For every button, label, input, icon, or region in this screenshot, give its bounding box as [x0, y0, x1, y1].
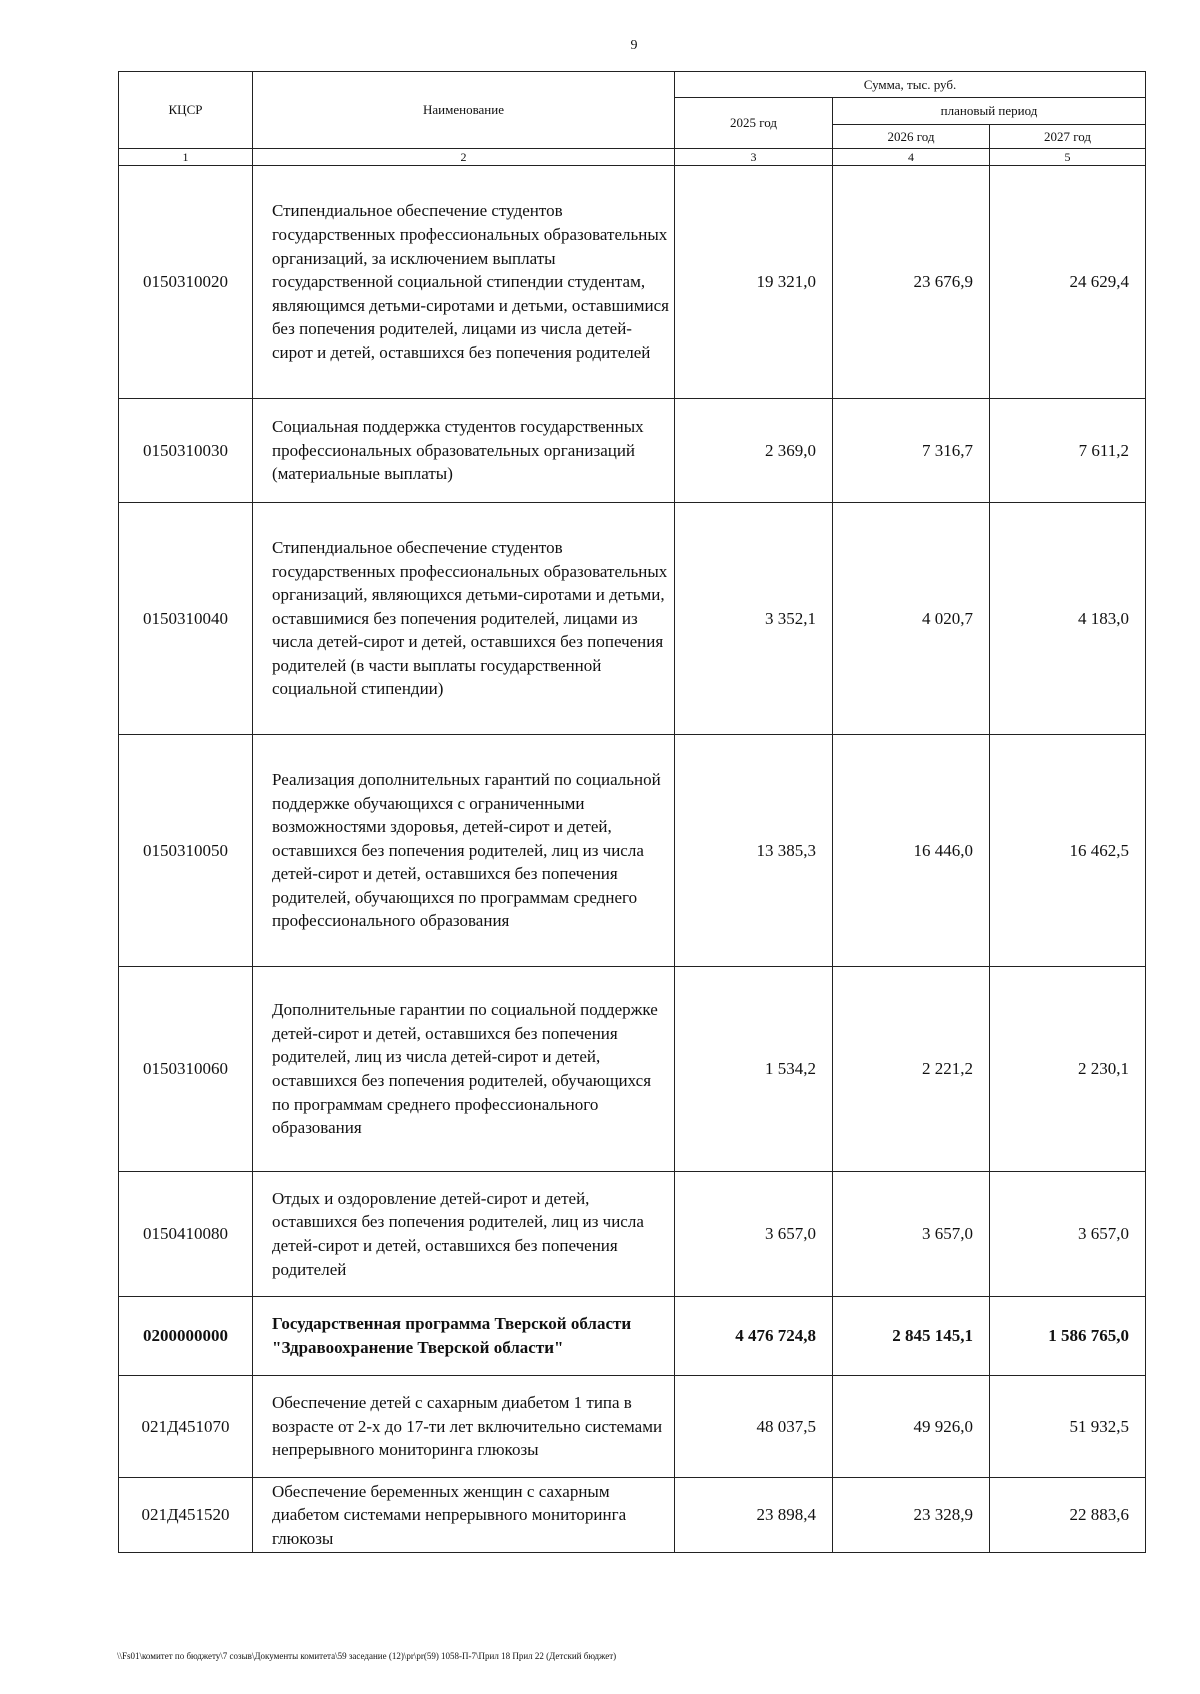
- row-code: 0150410080: [119, 1172, 253, 1297]
- row-value-2026: 7 316,7: [833, 399, 990, 503]
- row-value-2025: 19 321,0: [675, 166, 833, 399]
- header-year-2027: 2027 год: [990, 125, 1146, 149]
- table-row: [119, 1478, 1146, 1553]
- table-row: [119, 399, 1146, 503]
- row-value-2027: 7 611,2: [990, 399, 1146, 503]
- table-row-program-total: [119, 1297, 1146, 1376]
- column-number-2: 2: [253, 149, 675, 166]
- row-value-2026: 2 845 145,1: [833, 1297, 990, 1376]
- row-value-2027: 2 230,1: [990, 967, 1146, 1172]
- row-value-2026: 4 020,7: [833, 503, 990, 735]
- header-name: Наименование: [253, 72, 675, 149]
- row-name: Обеспечение беременных женщин с сахарным диабетом системами непрерывного мониторинга глюкозы: [253, 1478, 675, 1553]
- row-name: Стипендиальное обеспечение студентов государственных профессиональных образовательных организаций, являющихся детьми-сиротами и детьми, оставшимися без попечения родителей, лицами из числа детей-сирот и детей, оставшихся без попечения родителей (в части выплаты государственной социальной стипендии): [253, 503, 675, 735]
- row-value-2025: 48 037,5: [675, 1376, 833, 1478]
- column-number-4: 4: [833, 149, 990, 166]
- header-sum: Сумма, тыс. руб.: [675, 72, 1146, 98]
- row-code: 0150310050: [119, 735, 253, 967]
- table-row: [119, 967, 1146, 1172]
- row-value-2026: 23 676,9: [833, 166, 990, 399]
- row-value-2025: 3 657,0: [675, 1172, 833, 1297]
- row-value-2025: 23 898,4: [675, 1478, 833, 1553]
- row-value-2027: 4 183,0: [990, 503, 1146, 735]
- row-name: Дополнительные гарантии по социальной поддержке детей-сирот и детей, оставшихся без попечения родителей, лиц из числа детей-сирот и детей, оставшихся без попечения родителей, обучающихся по программам среднего профессионального образования: [253, 967, 675, 1172]
- row-value-2025: 3 352,1: [675, 503, 833, 735]
- row-code: 0150310040: [119, 503, 253, 735]
- row-value-2026: 23 328,9: [833, 1478, 990, 1553]
- row-value-2027: 22 883,6: [990, 1478, 1146, 1553]
- row-value-2025: 2 369,0: [675, 399, 833, 503]
- file-path-footer: \\Fs01\комитет по бюджету\7 созыв\Документы комитета\59 заседание (12)\pr\pr(59) 1058-П-7\Прил 18 Прил 22 (Детский бюджет): [117, 1651, 617, 1661]
- table-row: [119, 735, 1146, 967]
- header-year-2026: 2026 год: [833, 125, 990, 149]
- row-value-2027: 51 932,5: [990, 1376, 1146, 1478]
- row-value-2027: 16 462,5: [990, 735, 1146, 967]
- row-name: Реализация дополнительных гарантий по социальной поддержке обучающихся с ограниченными возможностями здоровья, детей-сирот и детей, оставшихся без попечения родителей, лиц из числа детей-сирот и детей, оставшихся без попечения родителей, обучающихся по программам среднего профессионального образования: [253, 735, 675, 967]
- row-value-2026: 2 221,2: [833, 967, 990, 1172]
- column-number-3: 3: [675, 149, 833, 166]
- table-row: [119, 166, 1146, 399]
- header-planned-period: плановый период: [833, 98, 1146, 125]
- row-name: Обеспечение детей с сахарным диабетом 1 типа в возрасте от 2-х до 17-ти лет включительно системами непрерывного мониторинга глюкозы: [253, 1376, 675, 1478]
- header-year-2025: 2025 год: [675, 98, 833, 149]
- row-code: 0150310020: [119, 166, 253, 399]
- row-value-2025: 4 476 724,8: [675, 1297, 833, 1376]
- page-number: 9: [630, 38, 638, 53]
- column-number-5: 5: [990, 149, 1146, 166]
- table-row: [119, 1172, 1146, 1297]
- row-name: Отдых и оздоровление детей-сирот и детей, оставшихся без попечения родителей, лиц из числа детей-сирот и детей, оставшихся без попечения родителей: [253, 1172, 675, 1297]
- row-name: Государственная программа Тверской области "Здравоохранение Тверской области": [253, 1297, 675, 1376]
- row-name: Стипендиальное обеспечение студентов государственных профессиональных образовательных организаций, за исключением выплаты государственной социальной стипендии студентам, являющимся детьми-сиротами и детьми, оставшимися без попечения родителей, лицами из числа детей-сирот и детей, оставшихся без попечения родителей: [253, 166, 675, 399]
- row-code: 021Д451070: [119, 1376, 253, 1478]
- column-number-1: 1: [119, 149, 253, 166]
- row-value-2027: 1 586 765,0: [990, 1297, 1146, 1376]
- row-value-2026: 49 926,0: [833, 1376, 990, 1478]
- row-value-2026: 3 657,0: [833, 1172, 990, 1297]
- row-value-2026: 16 446,0: [833, 735, 990, 967]
- row-code: 0150310060: [119, 967, 253, 1172]
- row-name: Социальная поддержка студентов государственных профессиональных образовательных организаций (материальные выплаты): [253, 399, 675, 503]
- row-value-2025: 1 534,2: [675, 967, 833, 1172]
- budget-table: [118, 71, 1146, 1553]
- row-code: 0200000000: [119, 1297, 253, 1376]
- table-row: [119, 1376, 1146, 1478]
- table-row: [119, 503, 1146, 735]
- row-code: 0150310030: [119, 399, 253, 503]
- row-value-2027: 3 657,0: [990, 1172, 1146, 1297]
- header-code: КЦСР: [119, 72, 253, 149]
- row-code: 021Д451520: [119, 1478, 253, 1553]
- row-value-2025: 13 385,3: [675, 735, 833, 967]
- row-value-2027: 24 629,4: [990, 166, 1146, 399]
